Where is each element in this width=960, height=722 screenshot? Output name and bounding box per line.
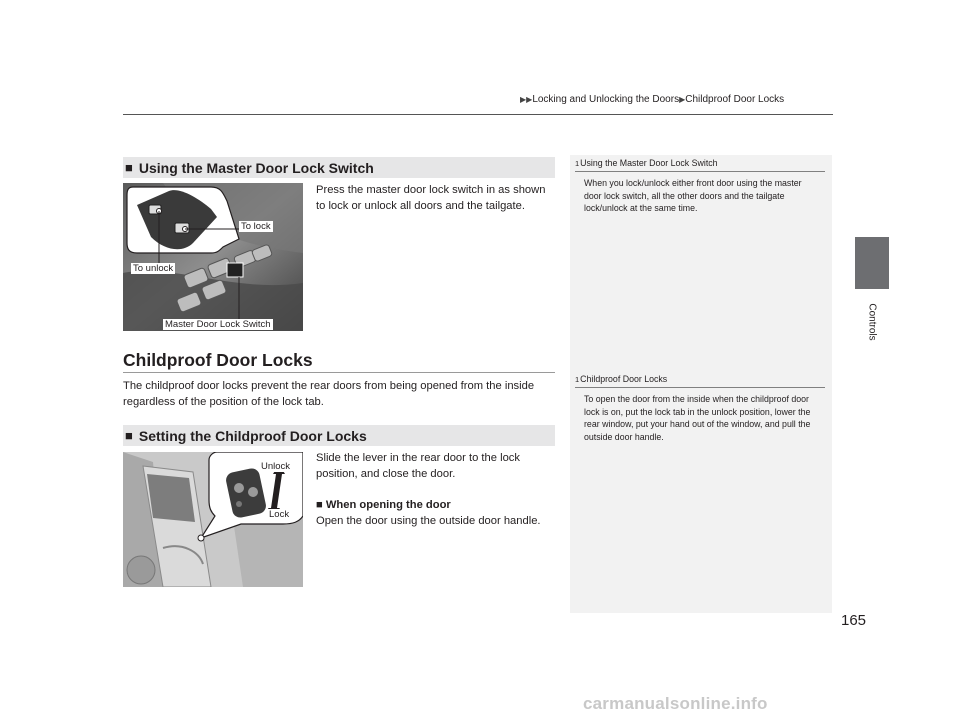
note-heading <box>575 374 825 388</box>
double-arrow-icon: ▶▶ <box>520 95 533 104</box>
lock-label: Lock <box>269 509 290 520</box>
childproof-lock-illustration <box>123 452 303 587</box>
when-opening-body: Open the door using the outside door handle. <box>316 515 541 527</box>
watermark: carmanualsonline.info <box>583 694 768 713</box>
section-title: Using the Master Door Lock Switch <box>138 159 374 176</box>
heading-rule <box>123 372 555 373</box>
note-title: Using the Master Door Lock Switch <box>580 158 718 168</box>
note-heading <box>575 158 825 172</box>
master-switch-body: Press the master door lock switch in as shown to lock or unlock all doors and the tailgate. <box>316 184 546 212</box>
square-bullet-icon: ■ <box>125 428 133 443</box>
section-tab-marker <box>855 237 889 289</box>
note-title: Childproof Door Locks <box>580 374 668 384</box>
master-switch-illustration <box>123 183 303 331</box>
unlock-label: Unlock <box>261 461 291 472</box>
page-title: Childproof Door Locks <box>123 350 313 370</box>
note-body: To open the door from the inside when the childproof door lock is on, put the lock tab in the unlock position, lower the rear window, put your hand out of the window, and pull the outside door handle. <box>584 394 811 442</box>
childproof-body: Slide the lever in the rear door to the lock position, and close the door. <box>316 452 520 480</box>
note-childproof <box>575 374 825 443</box>
header-rule <box>123 114 833 115</box>
childproof-intro: The childproof door locks prevent the rear doors from being opened from the inside regardless of the position of the lock tab. <box>123 380 535 408</box>
section-bar-master-switch <box>123 157 555 178</box>
to-lock-label: To lock <box>241 221 271 232</box>
square-bullet-icon: ■ <box>316 499 323 511</box>
breadcrumb-item-1[interactable]: Locking and Unlocking the Doors <box>532 94 680 105</box>
section-tab-label: Controls <box>866 303 878 341</box>
square-bullet-icon: ■ <box>125 160 133 175</box>
page-number: 165 <box>841 612 867 629</box>
section-title: Setting the Childproof Door Locks <box>138 427 367 444</box>
note-body: When you lock/unlock either front door using the master door lock switch, all the other doors and the tailgate lock/unlock at the same time. <box>584 178 802 213</box>
section-bar-childproof <box>123 425 555 446</box>
arrow-icon: ▶ <box>679 95 686 104</box>
note-master-switch <box>575 158 825 215</box>
master-door-lock-switch-caption: Master Door Lock Switch <box>165 319 271 330</box>
note-index: 1 <box>575 159 580 168</box>
note-index: 1 <box>575 375 580 384</box>
to-unlock-label: To unlock <box>133 263 174 274</box>
breadcrumb <box>520 94 784 105</box>
subheading-when-opening: ■ When opening the door <box>316 499 451 511</box>
breadcrumb-item-2[interactable]: Childproof Door Locks <box>685 94 785 105</box>
